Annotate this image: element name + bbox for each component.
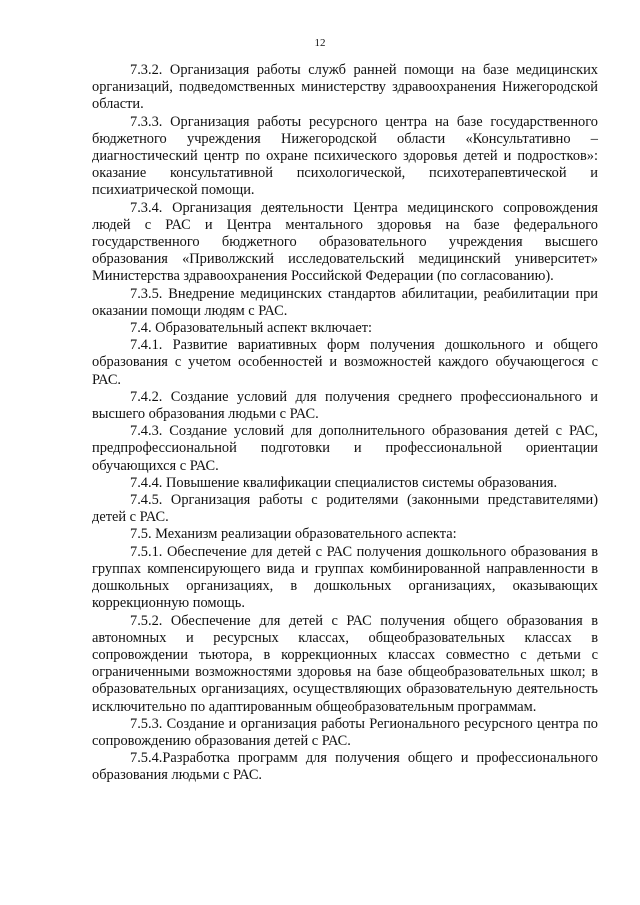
page-number: 12 — [314, 37, 326, 49]
paragraph-7-3-5: 7.3.5. Внедрение медицинских стандартов абилитации, реабилитации при оказании помощи людям с РАС. — [92, 285, 598, 319]
paragraph-7-5-3: 7.5.3. Создание и организация работы Регионального ресурсного центра по сопровождению образования детей с РАС. — [92, 715, 598, 749]
paragraph-7-3-4: 7.3.4. Организация деятельности Центра медицинского сопровождения людей с РАС и Центра ментального здоровья на базе федерального государственного бюджетного образовательного учреждения высшего образования «Приволжский исследовательский медицинский университет» Министерства здравоохранения Российской Федерации (по согласованию). — [92, 199, 598, 285]
document-body — [92, 62, 598, 785]
paragraph-7-4-5: 7.4.5. Организация работы с родителями (законными представителями) детей с РАС. — [92, 492, 598, 526]
paragraph-7-3-3: 7.3.3. Организация работы ресурсного центра на базе государственного бюджетного учреждения Нижегородской области «Консультативно – диагностический центр по охране психического здоровья детей и подростков»: оказание консультативной психологической, психотерапевтической и психиатрической помощи. — [92, 113, 598, 199]
paragraph-7-4-3: 7.4.3. Создание условий для дополнительного образования детей с РАС, предпрофессиональной подготовки и профессиональной ориентации обучающихся с РАС. — [92, 423, 598, 474]
paragraph-7-5-2: 7.5.2. Обеспечение для детей с РАС получения общего образования в автономных и ресурсных классах, общеобразовательных классах в сопровождении тьютора, в коррекционных классах совместно с детьми с ограниченными возможностями здоровья на базе общеобразовательных школ; в образовательных организациях, осуществляющих образовательную деятельность исключительно по адаптированным общеобразовательным программам. — [92, 612, 598, 715]
paragraph-7-4-1: 7.4.1. Развитие вариативных форм получения дошкольного и общего образования с учетом особенностей и возможностей каждого обучающегося с РАС. — [92, 337, 598, 388]
paragraph-7-5-1: 7.5.1. Обеспечение для детей с РАС получения дошкольного образования в группах компенсирующего вида и группах комбинированной направленности в дошкольных организациях, в дошкольных организациях, оказывающих коррекционную помощь. — [92, 543, 598, 612]
paragraph-7-5: 7.5. Механизм реализации образовательного аспекта: — [130, 526, 457, 543]
paragraph-7-4-2: 7.4.2. Создание условий для получения среднего профессионального и высшего образования людьми с РАС. — [92, 388, 598, 423]
paragraph-7-3-2: 7.3.2. Организация работы служб ранней помощи на базе медицинских организаций, подведомственных министерству здравоохранения Нижегородской области. — [92, 62, 598, 113]
paragraph-7-4-4: 7.4.4. Повышение квалификации специалистов системы образования. — [130, 474, 558, 491]
paragraph-7-5-4: 7.5.4.Разработка программ для получения общего и профессионального образования людьми с РАС. — [92, 750, 598, 784]
paragraph-7-4: 7.4. Образовательный аспект включает: — [130, 320, 373, 337]
